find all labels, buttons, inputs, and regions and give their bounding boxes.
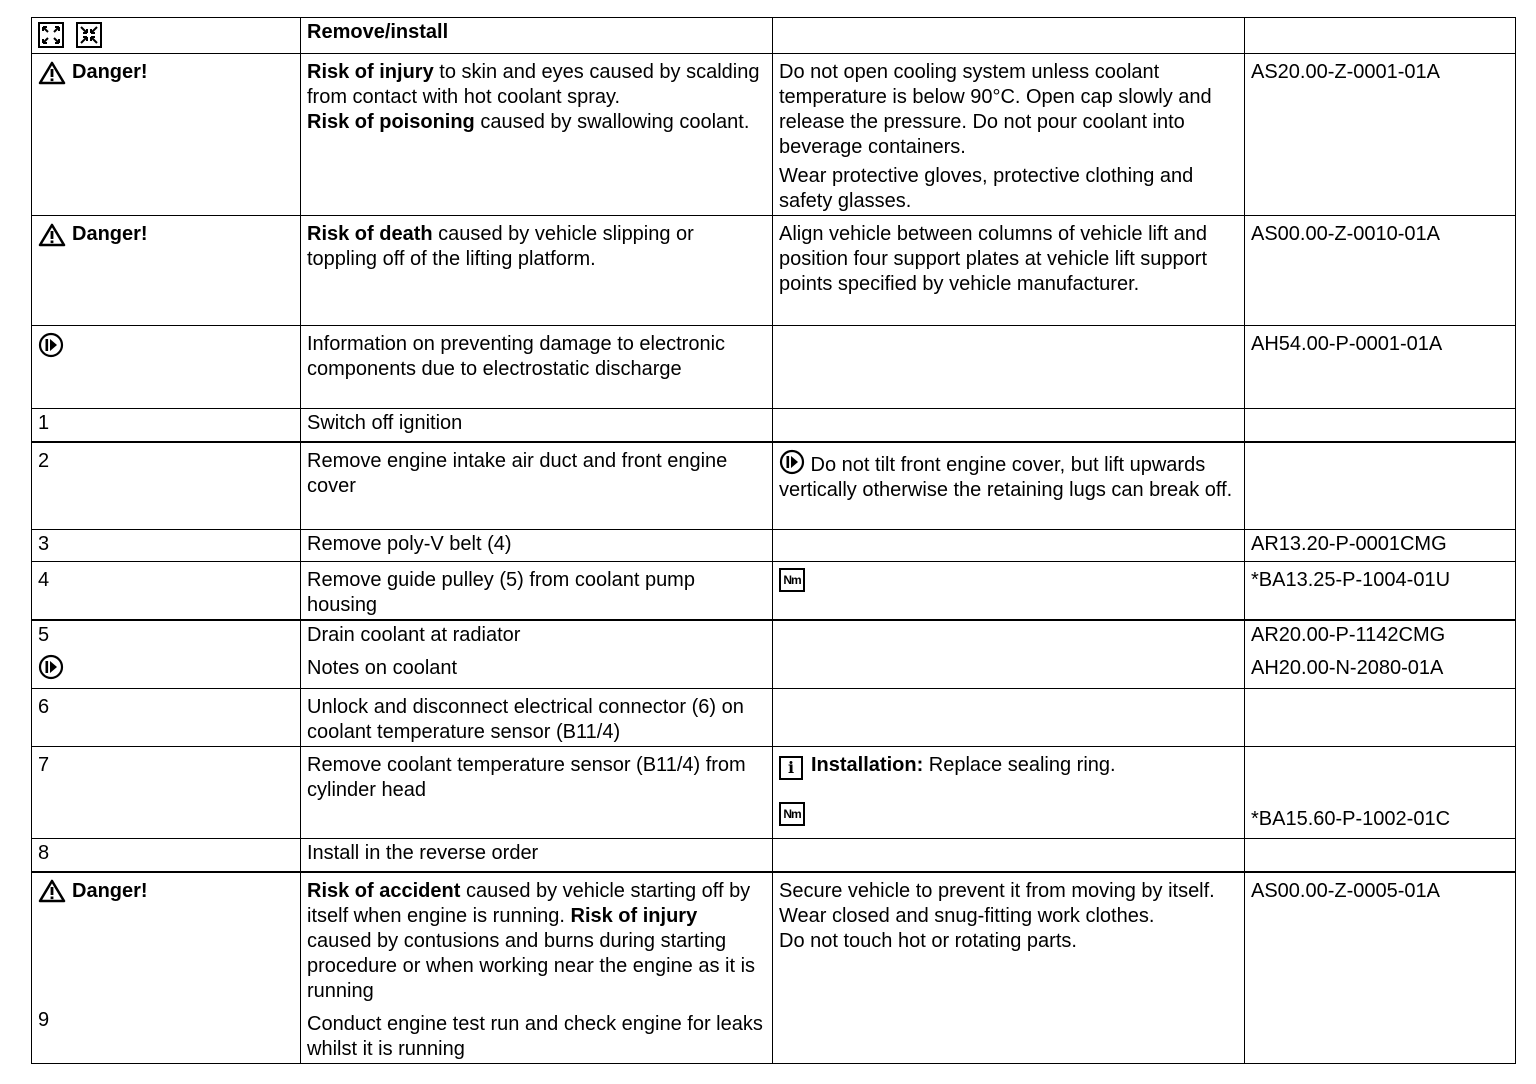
warning-triangle-icon — [38, 879, 66, 903]
step-text: Remove guide pulley (5) from coolant pump housing — [301, 562, 773, 621]
step-row: 7 Remove coolant temperature sensor (B11/4) from cylinder head i Installation: Replace sealing ring. Nm *BA15.60-P-1002-01C — [32, 747, 1516, 839]
step-row — [32, 530, 1516, 562]
step-note: Do not tilt front engine cover, but lift upwards vertically otherwise the retaining lugs can break off. — [773, 442, 1245, 530]
danger-risk-text: Risk of accident caused by vehicle starting off by itself when engine is running. Risk of injury caused by contusions and burns during starting procedure or when working near the engine as it is running — [307, 879, 756, 1002]
danger-row-coolant — [32, 54, 1516, 216]
danger-label: Danger! — [38, 60, 148, 85]
torque-nm-icon: Nm — [779, 802, 805, 826]
note-circle-icon — [38, 654, 64, 680]
step-text: Switch off ignition — [301, 409, 773, 442]
danger-label: Danger! — [38, 222, 148, 247]
step-number: 3 — [32, 530, 301, 562]
torque-nm-icon: Nm — [779, 568, 805, 592]
procedure-table — [31, 17, 1516, 1064]
danger-measures: Do not open cooling system unless coolant temperature is below 90°C. Open cap slowly and release the pressure. Do not pour coolant into beverage containers. Wear protective gloves, protective clothing and safety glasses. — [773, 54, 1245, 216]
step-ref: AR20.00-P-1142CMG — [1251, 624, 1446, 646]
danger-risk-text: Risk of injury to skin and eyes caused by scalding from contact with hot coolant spray. Risk of poisoning caused by swallowing coolant. — [301, 54, 773, 216]
header-icons-cell — [32, 18, 301, 54]
note-ref: AH54.00-P-0001-01A — [1245, 326, 1516, 409]
header-title: Remove/install — [301, 18, 773, 54]
step-row — [32, 689, 1516, 747]
step-ref: AR13.20-P-0001CMG — [1245, 530, 1516, 562]
step-text: Conduct engine test run and check engine for leaks whilst it is running — [307, 1012, 763, 1060]
step-number: 5 — [38, 624, 50, 646]
danger-row-engine-run — [32, 872, 1516, 1064]
step-ref: *BA15.60-P-1002-01C — [1245, 747, 1516, 839]
step-row — [32, 839, 1516, 872]
step-number: 1 — [32, 409, 301, 442]
step-ref: *BA13.25-P-1004-01U — [1245, 562, 1516, 621]
expand-icon — [38, 22, 64, 48]
step-number: 9 — [38, 1009, 50, 1031]
step-number: 7 — [32, 747, 301, 839]
note-row-esd — [32, 326, 1516, 409]
step-note-ref: AH20.00-N-2080-01A — [1251, 657, 1444, 679]
step-text: Remove poly-V belt (4) — [301, 530, 773, 562]
step-text: Unlock and disconnect electrical connector (6) on coolant temperature sensor (B11/4) — [301, 689, 773, 747]
danger-ref: AS20.00-Z-0001-01A — [1245, 54, 1516, 216]
danger-measures: Align vehicle between columns of vehicle lift and position four support plates at vehicle lift support points specified by vehicle manufacturer. — [773, 216, 1245, 326]
step-number: 6 — [32, 689, 301, 747]
step-row — [32, 442, 1516, 530]
step-text: Drain coolant at radiator — [307, 624, 521, 646]
header-row — [32, 18, 1516, 54]
note-circle-icon — [38, 332, 64, 358]
note-text: Information on preventing damage to electronic components due to electrostatic discharge — [301, 326, 773, 409]
note-circle-icon — [779, 449, 805, 475]
danger-ref: AS00.00-Z-0010-01A — [1245, 216, 1516, 326]
step-number: 8 — [32, 839, 301, 872]
info-icon: i — [779, 756, 803, 780]
step-number: 4 — [32, 562, 301, 621]
step-text: Remove coolant temperature sensor (B11/4) from cylinder head — [301, 747, 773, 839]
danger-ref: AS00.00-Z-0005-01A — [1245, 872, 1516, 1064]
step-row — [32, 562, 1516, 621]
step-row — [32, 620, 1516, 689]
collapse-icon — [76, 22, 102, 48]
step-row — [32, 409, 1516, 442]
danger-row-lift — [32, 216, 1516, 326]
step-text: Install in the reverse order — [301, 839, 773, 872]
step-text: Remove engine intake air duct and front engine cover — [301, 442, 773, 530]
step-note-text: Notes on coolant — [307, 657, 458, 679]
danger-measures: Secure vehicle to prevent it from moving by itself. Wear closed and snug-fitting work clothes. Do not touch hot or rotating parts. — [773, 872, 1245, 1064]
warning-triangle-icon — [38, 61, 66, 85]
danger-risk-text: Risk of death caused by vehicle slipping or toppling off of the lifting platform. — [301, 216, 773, 326]
step-number: 2 — [32, 442, 301, 530]
warning-triangle-icon — [38, 223, 66, 247]
danger-label: Danger! — [38, 879, 148, 904]
